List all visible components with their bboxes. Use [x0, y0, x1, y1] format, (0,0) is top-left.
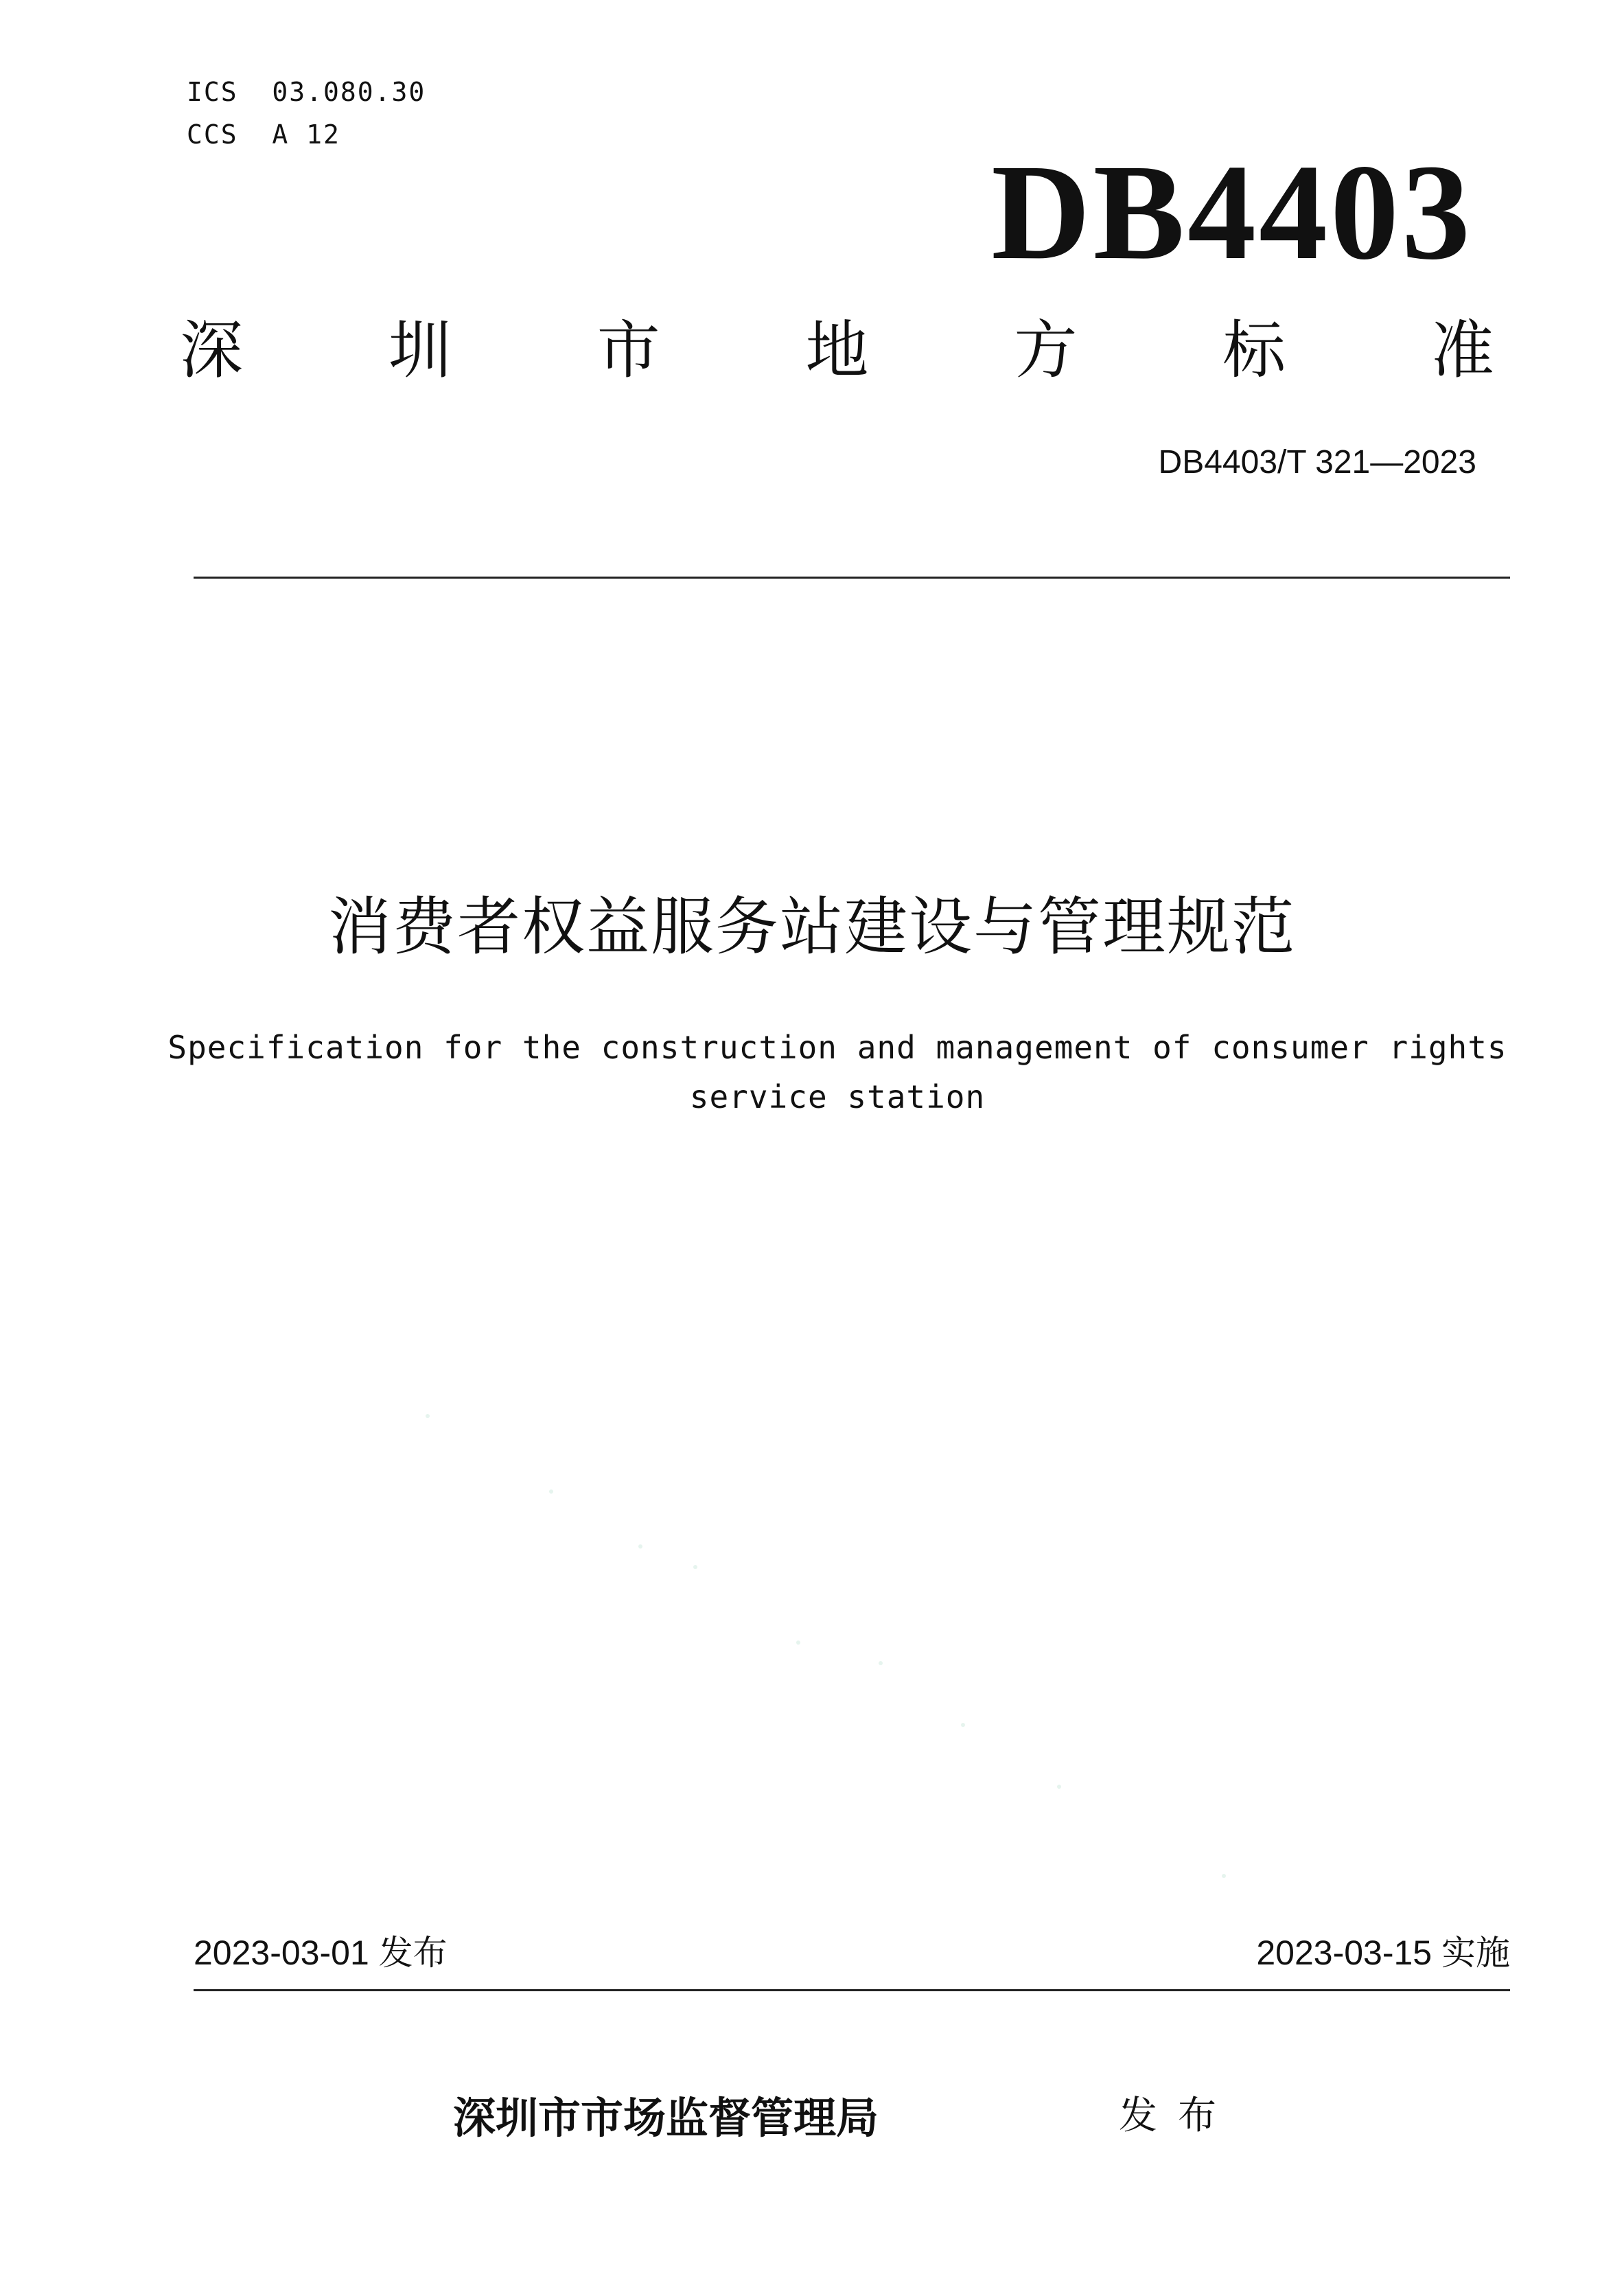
issue-date: 2023-03-01 发布 [194, 1934, 448, 1972]
document-title-english [165, 1023, 1510, 1122]
standard-type-char: 方 [1014, 314, 1078, 387]
english-title-line: service station [689, 1078, 986, 1115]
db-code-heading: DB4403 [991, 137, 1473, 288]
ics-code: ICS 03.080.30 [187, 77, 426, 107]
implementation-date: 2023-03-15 实施 [1256, 1934, 1510, 1972]
standard-type-char: 标 [1222, 314, 1286, 387]
standard-type-heading [180, 316, 1494, 385]
ccs-code: CCS A 12 [187, 119, 340, 150]
issued-label: 发布 [1119, 2094, 1237, 2138]
document-title-chinese: 消费者权益服务站建设与管理规范 [327, 890, 1296, 964]
top-divider [194, 577, 1510, 579]
bottom-divider [194, 1989, 1510, 1991]
standard-type-char: 市 [596, 314, 660, 387]
standard-type-char: 地 [805, 314, 869, 387]
standard-type-char: 深 [180, 314, 244, 387]
issuing-authority: 深圳市市场监督管理局 [453, 2093, 879, 2143]
standard-type-char: 圳 [388, 314, 452, 387]
standard-type-char: 准 [1430, 314, 1494, 387]
standard-number: DB4403/T 321—2023 [1158, 444, 1476, 480]
english-title-line: Specification for the construction and management of consumer rights [167, 1029, 1507, 1066]
